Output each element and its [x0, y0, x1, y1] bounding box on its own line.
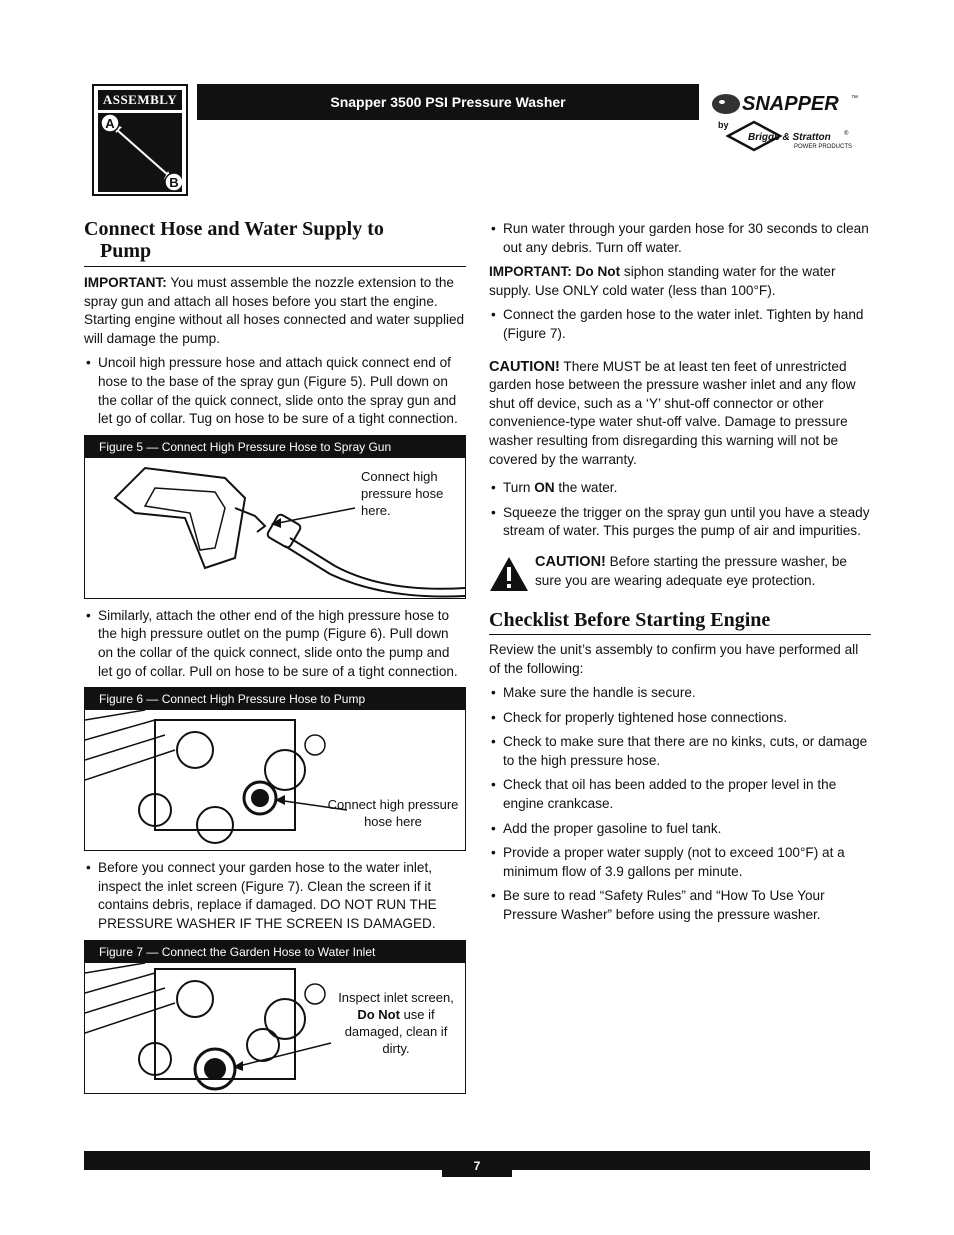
list-item: • Connect the garden hose to the water inlet. Tighten by hand (Figure 7). [489, 306, 871, 343]
logo-parent-mark: ® [844, 131, 849, 137]
logo-tm: ™ [851, 95, 858, 102]
checklist-item: • Make sure the handle is secure. [489, 684, 871, 703]
list-item: • Before you connect your garden hose to the water inlet, inspect the inlet screen (Figure 7). Clean the screen if it contains debris, replace if damaged. DO NOT RUN THE PRESSURE WASHER IF THE SCREEN IS DAMAGED. [84, 859, 466, 933]
list-item: • Squeeze the trigger on the spray gun until you have a steady stream of water. This purges the pump of air and impurities. [489, 504, 871, 541]
figure-5-note: Connect high pressure hose here. [361, 468, 444, 518]
figure-7-note-bold: Do Not [357, 1006, 400, 1022]
figure-6-illustration [85, 710, 465, 850]
figure-5-illustration [85, 458, 465, 598]
figure-7-note-part-2: use if damaged, clean if dirty. [344, 1006, 448, 1056]
logo-sub: POWER PRODUCTS [794, 144, 853, 150]
checklist-item: • Check to make sure that there are no kinks, cuts, or damage to the high pressure hose. [489, 733, 871, 770]
important-label: IMPORTANT: Do Not [489, 264, 621, 280]
list-item: • Run water through your garden hose for 30 seconds to clean out any debris. Turn off water. [489, 220, 871, 257]
figure-5 [84, 435, 466, 599]
checklist-intro: Review the unit’s assembly to confirm you have performed all of the following: [489, 641, 859, 676]
figure-caption: Figure 5 — Connect High Pressure Hose to Spray Gun [85, 436, 465, 458]
logo-parent: Briggs & Stratton [748, 132, 831, 143]
turn-text-bold: ON [534, 480, 555, 496]
warning-triangle-icon [489, 555, 529, 593]
figure-7 [84, 940, 466, 1094]
logo-brand: SNAPPER [742, 93, 839, 115]
snapper-logo [710, 88, 870, 156]
checklist-item: • Check for properly tightened hose connections. [489, 709, 871, 728]
page-number: 7 [442, 1151, 512, 1177]
caution-label: CAUTION! [535, 553, 606, 570]
figure-caption: Figure 6 — Connect High Pressure Hose to Pump [85, 688, 465, 710]
caution-note [489, 358, 871, 470]
instruction-list [84, 354, 466, 428]
assembly-diagram [98, 113, 182, 192]
checklist [489, 684, 871, 925]
diagram-label-a: A [105, 116, 115, 131]
left-column [84, 218, 466, 1102]
important-note [84, 274, 466, 348]
checklist-item: • Add the proper gasoline to fuel tank. [489, 820, 871, 839]
instruction-list [84, 859, 466, 933]
checklist-item: • Check that oil has been added to the proper level in the engine crankcase. [489, 776, 871, 813]
caution-text: Before starting the pressure washer, be sure you are wearing adequate eye protection. [535, 553, 847, 588]
instruction-list [84, 607, 466, 681]
important-label: IMPORTANT: [84, 275, 167, 290]
figure-6-note: Connect high pressure hose here [327, 797, 459, 830]
assembly-section-icon [92, 84, 188, 196]
section-heading-checklist: Checklist Before Starting Engine [489, 609, 871, 635]
instruction-list [489, 306, 871, 343]
heading-line-2: Pump [100, 240, 152, 262]
diagram-label-b: B [169, 175, 179, 190]
figure-7-note-part-1: Inspect inlet screen, [338, 989, 454, 1005]
figure-caption: Figure 7 — Connect the Garden Hose to Water Inlet [85, 941, 465, 963]
turn-text-a: Turn [503, 480, 535, 496]
caution-eye-protection [489, 553, 871, 593]
checklist-item: • Provide a proper water supply (not to exceed 100°F) at a minimum flow of 3.9 gallons per minute. [489, 844, 871, 881]
logo-by: by [718, 120, 729, 130]
section-heading-connect-hose [84, 218, 466, 267]
list-item: • Uncoil high pressure hose and attach quick connect end of hose to the base of the spray gun (Figure 5). Pull down on the collar of the quick connect, slide onto the spray gun and let go of collar. Tug on hose to be sure of a tight connection. [84, 354, 466, 428]
figure-7-note [331, 989, 461, 1057]
list-item [489, 479, 871, 498]
figure-7-illustration [85, 963, 465, 1093]
right-column [489, 220, 871, 931]
document-title: Snapper 3500 PSI Pressure Washer [330, 94, 566, 110]
document-title-bar [197, 84, 699, 120]
assembly-label: ASSEMBLY [98, 90, 182, 110]
caution-label: CAUTION! [489, 358, 560, 375]
figure-6 [84, 687, 466, 851]
heading-line-1: Connect Hose and Water Supply to [84, 218, 384, 240]
turn-text-b: the water. [554, 480, 618, 496]
instruction-list [489, 220, 871, 257]
important-text: siphon standing water for the water supply. Use ONLY cold water (less than 100°F). [489, 264, 836, 298]
important-text: You must assemble the nozzle extension to the spray gun and attach all hoses before you start the engine. Starting engine without all hoses connected and water supplied will damage the pump. [84, 275, 465, 346]
list-item: • Similarly, attach the other end of the high pressure hose to the high pressure outlet on the pump (Figure 6). Pull down on the collar of the quick connect, slide onto the pump and let go of collar. Pull on hose to be sure of a tight connection. [84, 607, 466, 681]
important-note [489, 263, 871, 300]
instruction-list [489, 479, 871, 541]
caution-text: There MUST be at least ten feet of unrestricted garden hose between the pressure washer inlet and any flow shut off device, such as a ‘Y’ shut-off connector or other convenience-type water shut-off valve. Damage to pressure washer resulting from disregarding this warning will not be covered by the warranty. [489, 358, 856, 467]
checklist-item: • Be sure to read “Safety Rules” and “How To Use Your Pressure Washer” before using the pressure washer. [489, 887, 871, 924]
